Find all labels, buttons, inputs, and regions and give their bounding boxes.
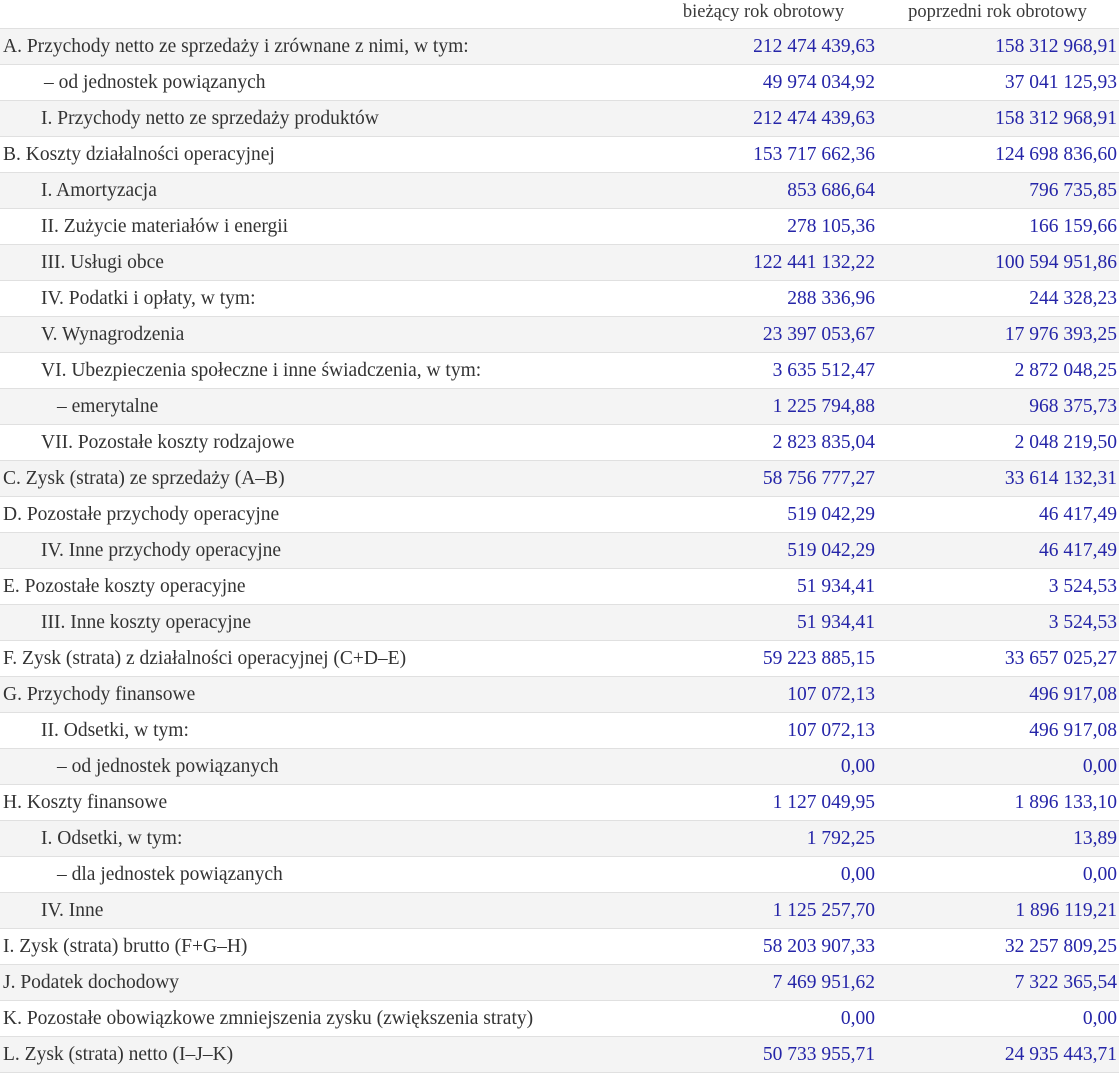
table-row bbox=[0, 101, 1119, 137]
row-value-current-year: 51 934,41 bbox=[651, 605, 876, 641]
table-row bbox=[0, 389, 1119, 425]
row-value-previous-year: 100 594 951,86 bbox=[876, 245, 1119, 281]
row-label: F. Zysk (strata) z działalności operacyjnej (C+D–E) bbox=[0, 641, 651, 677]
table-row bbox=[0, 821, 1119, 857]
row-value-previous-year: 17 976 393,25 bbox=[876, 317, 1119, 353]
table-row bbox=[0, 353, 1119, 389]
row-value-current-year: 7 469 951,62 bbox=[651, 965, 876, 1001]
row-value-current-year: 288 336,96 bbox=[651, 281, 876, 317]
row-value-current-year: 2 823 835,04 bbox=[651, 425, 876, 461]
row-value-previous-year: 158 312 968,91 bbox=[876, 29, 1119, 65]
table-row bbox=[0, 29, 1119, 65]
table-row bbox=[0, 569, 1119, 605]
row-value-current-year: 153 717 662,36 bbox=[651, 137, 876, 173]
row-label: V. Wynagrodzenia bbox=[0, 317, 651, 353]
row-value-previous-year: 496 917,08 bbox=[876, 677, 1119, 713]
row-label: IV. Inne przychody operacyjne bbox=[0, 533, 651, 569]
row-value-previous-year: 46 417,49 bbox=[876, 533, 1119, 569]
row-value-current-year: 50 733 955,71 bbox=[651, 1037, 876, 1073]
row-value-previous-year: 24 935 443,71 bbox=[876, 1037, 1119, 1073]
row-label: II. Odsetki, w tym: bbox=[0, 713, 651, 749]
row-value-previous-year: 796 735,85 bbox=[876, 173, 1119, 209]
row-value-previous-year: 2 048 219,50 bbox=[876, 425, 1119, 461]
row-value-previous-year: 3 524,53 bbox=[876, 605, 1119, 641]
row-value-previous-year: 0,00 bbox=[876, 857, 1119, 893]
column-header-label bbox=[0, 0, 651, 29]
table-row bbox=[0, 281, 1119, 317]
row-label: C. Zysk (strata) ze sprzedaży (A–B) bbox=[0, 461, 651, 497]
row-value-previous-year: 968 375,73 bbox=[876, 389, 1119, 425]
row-value-previous-year: 0,00 bbox=[876, 749, 1119, 785]
row-value-current-year: 23 397 053,67 bbox=[651, 317, 876, 353]
row-value-current-year: 58 756 777,27 bbox=[651, 461, 876, 497]
row-label: D. Pozostałe przychody operacyjne bbox=[0, 497, 651, 533]
row-value-previous-year: 158 312 968,91 bbox=[876, 101, 1119, 137]
row-value-previous-year: 0,00 bbox=[876, 1001, 1119, 1037]
row-label: VII. Pozostałe koszty rodzajowe bbox=[0, 425, 651, 461]
row-label: G. Przychody finansowe bbox=[0, 677, 651, 713]
table-row bbox=[0, 209, 1119, 245]
row-label: I. Przychody netto ze sprzedaży produktów bbox=[0, 101, 651, 137]
table-row bbox=[0, 1001, 1119, 1037]
row-value-current-year: 212 474 439,63 bbox=[651, 101, 876, 137]
table-row bbox=[0, 425, 1119, 461]
row-label: I. Zysk (strata) brutto (F+G–H) bbox=[0, 929, 651, 965]
row-label: I. Odsetki, w tym: bbox=[0, 821, 651, 857]
row-label: J. Podatek dochodowy bbox=[0, 965, 651, 1001]
row-value-current-year: 58 203 907,33 bbox=[651, 929, 876, 965]
table-row bbox=[0, 533, 1119, 569]
table-row bbox=[0, 497, 1119, 533]
column-header-previous-year: poprzedni rok obrotowy bbox=[876, 0, 1119, 29]
table-row bbox=[0, 173, 1119, 209]
row-label: – od jednostek powiązanych bbox=[0, 65, 651, 101]
row-value-previous-year: 124 698 836,60 bbox=[876, 137, 1119, 173]
table-row bbox=[0, 929, 1119, 965]
row-label: H. Koszty finansowe bbox=[0, 785, 651, 821]
table-row bbox=[0, 677, 1119, 713]
row-value-previous-year: 3 524,53 bbox=[876, 569, 1119, 605]
table-row bbox=[0, 245, 1119, 281]
table-row bbox=[0, 65, 1119, 101]
row-value-previous-year: 37 041 125,93 bbox=[876, 65, 1119, 101]
row-value-current-year: 122 441 132,22 bbox=[651, 245, 876, 281]
row-label: A. Przychody netto ze sprzedaży i zrównane z nimi, w tym: bbox=[0, 29, 651, 65]
row-label: I. Amortyzacja bbox=[0, 173, 651, 209]
row-value-current-year: 212 474 439,63 bbox=[651, 29, 876, 65]
row-value-previous-year: 32 257 809,25 bbox=[876, 929, 1119, 965]
table-row bbox=[0, 965, 1119, 1001]
row-value-previous-year: 166 159,66 bbox=[876, 209, 1119, 245]
row-label: III. Inne koszty operacyjne bbox=[0, 605, 651, 641]
row-label: – od jednostek powiązanych bbox=[0, 749, 651, 785]
row-value-previous-year: 496 917,08 bbox=[876, 713, 1119, 749]
row-value-current-year: 49 974 034,92 bbox=[651, 65, 876, 101]
row-value-current-year: 0,00 bbox=[651, 857, 876, 893]
row-value-current-year: 1 127 049,95 bbox=[651, 785, 876, 821]
row-value-current-year: 107 072,13 bbox=[651, 713, 876, 749]
row-value-current-year: 519 042,29 bbox=[651, 497, 876, 533]
table-row bbox=[0, 713, 1119, 749]
row-label: L. Zysk (strata) netto (I–J–K) bbox=[0, 1037, 651, 1073]
table-row bbox=[0, 641, 1119, 677]
row-label: IV. Podatki i opłaty, w tym: bbox=[0, 281, 651, 317]
row-value-current-year: 3 635 512,47 bbox=[651, 353, 876, 389]
table-row bbox=[0, 749, 1119, 785]
table-row bbox=[0, 1037, 1119, 1073]
row-value-current-year: 51 934,41 bbox=[651, 569, 876, 605]
row-value-current-year: 0,00 bbox=[651, 1001, 876, 1037]
row-value-current-year: 853 686,64 bbox=[651, 173, 876, 209]
table-row bbox=[0, 137, 1119, 173]
row-value-previous-year: 33 614 132,31 bbox=[876, 461, 1119, 497]
row-value-current-year: 107 072,13 bbox=[651, 677, 876, 713]
row-value-current-year: 1 125 257,70 bbox=[651, 893, 876, 929]
table-body bbox=[0, 29, 1119, 1073]
table-row bbox=[0, 893, 1119, 929]
row-label: E. Pozostałe koszty operacyjne bbox=[0, 569, 651, 605]
row-value-current-year: 59 223 885,15 bbox=[651, 641, 876, 677]
row-value-current-year: 1 225 794,88 bbox=[651, 389, 876, 425]
header-row bbox=[0, 0, 1119, 29]
row-label: VI. Ubezpieczenia społeczne i inne świadczenia, w tym: bbox=[0, 353, 651, 389]
row-value-current-year: 278 105,36 bbox=[651, 209, 876, 245]
row-value-previous-year: 1 896 119,21 bbox=[876, 893, 1119, 929]
row-value-previous-year: 7 322 365,54 bbox=[876, 965, 1119, 1001]
row-value-previous-year: 2 872 048,25 bbox=[876, 353, 1119, 389]
table-row bbox=[0, 785, 1119, 821]
row-label: III. Usługi obce bbox=[0, 245, 651, 281]
row-label: II. Zużycie materiałów i energii bbox=[0, 209, 651, 245]
row-label: – emerytalne bbox=[0, 389, 651, 425]
table-row bbox=[0, 317, 1119, 353]
row-label: – dla jednostek powiązanych bbox=[0, 857, 651, 893]
row-label: B. Koszty działalności operacyjnej bbox=[0, 137, 651, 173]
row-label: IV. Inne bbox=[0, 893, 651, 929]
table-header bbox=[0, 0, 1119, 29]
row-value-current-year: 1 792,25 bbox=[651, 821, 876, 857]
table-row bbox=[0, 857, 1119, 893]
row-value-previous-year: 33 657 025,27 bbox=[876, 641, 1119, 677]
column-header-current-year: bieżący rok obrotowy bbox=[651, 0, 876, 29]
table-row bbox=[0, 461, 1119, 497]
row-value-previous-year: 46 417,49 bbox=[876, 497, 1119, 533]
row-value-current-year: 0,00 bbox=[651, 749, 876, 785]
row-value-previous-year: 1 896 133,10 bbox=[876, 785, 1119, 821]
row-value-current-year: 519 042,29 bbox=[651, 533, 876, 569]
row-label: K. Pozostałe obowiązkowe zmniejszenia zysku (zwiększenia straty) bbox=[0, 1001, 651, 1037]
row-value-previous-year: 244 328,23 bbox=[876, 281, 1119, 317]
table-row bbox=[0, 605, 1119, 641]
row-value-previous-year: 13,89 bbox=[876, 821, 1119, 857]
